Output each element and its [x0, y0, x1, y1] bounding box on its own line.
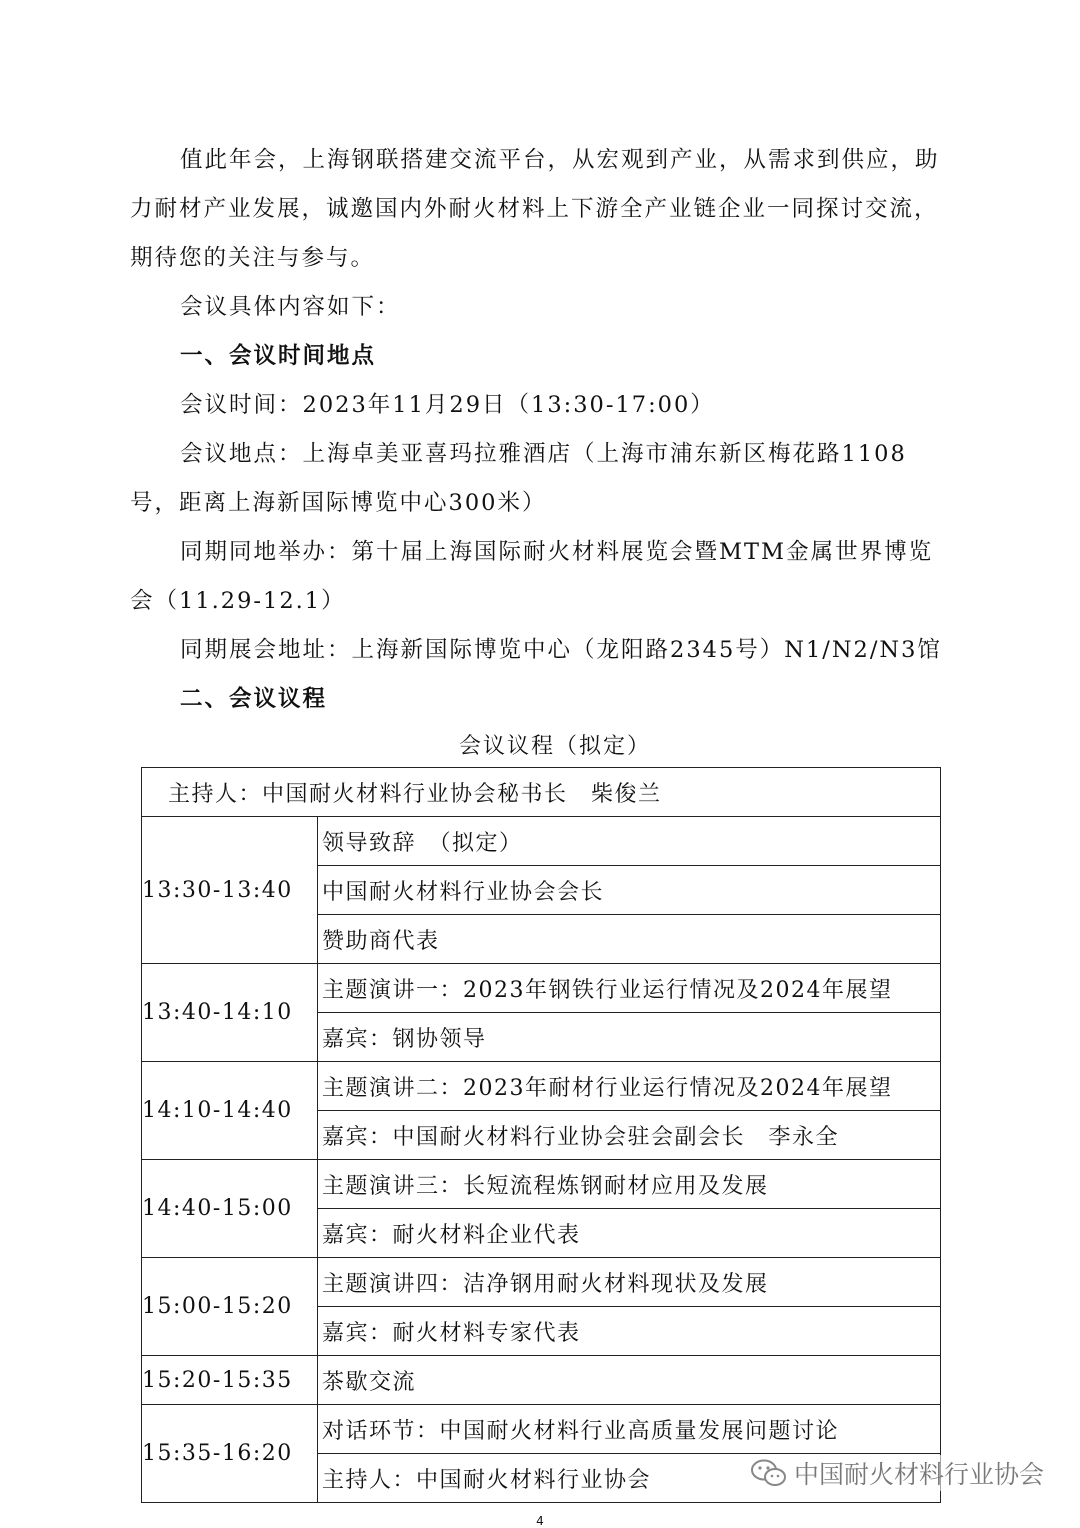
agenda-time-cell: 13:30-13:40: [142, 817, 318, 964]
watermark: [750, 1455, 1044, 1491]
agenda-row: [142, 1356, 941, 1405]
intro-lead: 会议具体内容如下：: [180, 294, 401, 320]
agenda-item-cell: 对话环节：中国耐火材料行业高质量发展问题讨论: [318, 1405, 941, 1454]
agenda-item-cell: 嘉宾：耐火材料企业代表: [318, 1209, 941, 1258]
intro-paragraph: 值此年会，上海钢联搭建交流平台，从宏观到产业，从需求到供应，助力耐材产业发展，诚邀国内外耐火材料上下游全产业链企业一同探讨交流，期待您的关注与参与。: [130, 147, 940, 271]
agenda-item-cell: 领导致辞 （拟定）: [318, 817, 941, 866]
agenda-item-cell: 嘉宾：中国耐火材料行业协会驻会副会长 李永全: [318, 1111, 941, 1160]
agenda-item-cell: 茶歇交流: [318, 1356, 941, 1405]
section1-heading: 一、会议时间地点: [180, 343, 377, 369]
agenda-row: [142, 1160, 941, 1209]
agenda-table: [141, 767, 941, 1503]
agenda-item-cell: 嘉宾：耐火材料专家代表: [318, 1307, 941, 1356]
wechat-icon: [750, 1458, 788, 1488]
host-row: [142, 768, 941, 817]
section2-heading: 二、会议议程: [180, 686, 328, 712]
meeting-time: 会议时间：2023年11月29日（13:30-17:00）: [180, 392, 715, 418]
agenda-row: [142, 1062, 941, 1111]
agenda-time-cell: 15:35-16:20: [142, 1405, 318, 1503]
agenda-item-cell: 主题演讲二：2023年耐材行业运行情况及2024年展望: [318, 1062, 941, 1111]
agenda-item-cell: 主题演讲三：长短流程炼钢耐材应用及发展: [318, 1160, 941, 1209]
concurrent-event: 同期同地举办：第十届上海国际耐火材料展览会暨MTM金属世界博览会（11.29-12.1）: [130, 539, 934, 614]
agenda-item-cell: 主题演讲四：洁净钢用耐火材料现状及发展: [318, 1258, 941, 1307]
agenda-row: [142, 817, 941, 866]
agenda-item-cell: 主题演讲一：2023年钢铁行业运行情况及2024年展望: [318, 964, 941, 1013]
agenda-row: [142, 1258, 941, 1307]
meeting-venue: 会议地点：上海卓美亚喜玛拉雅酒店（上海市浦东新区梅花路1108号，距离上海新国际博览中心300米）: [130, 441, 907, 516]
agenda-table-body: [142, 768, 941, 1503]
agenda-row: [142, 964, 941, 1013]
agenda-item-cell: 嘉宾：钢协领导: [318, 1013, 941, 1062]
agenda-time-cell: 15:00-15:20: [142, 1258, 318, 1356]
agenda-item-cell: 赞助商代表: [318, 915, 941, 964]
agenda-item-cell: 主持人：中国耐火材料行业协会: [318, 1454, 941, 1503]
expo-address: 同期展会地址：上海新国际博览中心（龙阳路2345号）N1/N2/N3馆: [180, 637, 942, 663]
agenda-time-cell: 14:10-14:40: [142, 1062, 318, 1160]
agenda-caption: 会议议程（拟定）: [458, 734, 651, 759]
watermark-text: 中国耐火材料行业协会: [793, 1460, 1044, 1489]
page-number: 4: [536, 1514, 544, 1528]
agenda-row: [142, 1405, 941, 1454]
agenda-time-cell: 13:40-14:10: [142, 964, 318, 1062]
agenda-time-cell: 15:20-15:35: [142, 1356, 318, 1405]
host-cell: 主持人：中国耐火材料行业协会秘书长 柴俊兰: [142, 768, 941, 817]
agenda-time-cell: 14:40-15:00: [142, 1160, 318, 1258]
agenda-item-cell: 中国耐火材料行业协会会长: [318, 866, 941, 915]
